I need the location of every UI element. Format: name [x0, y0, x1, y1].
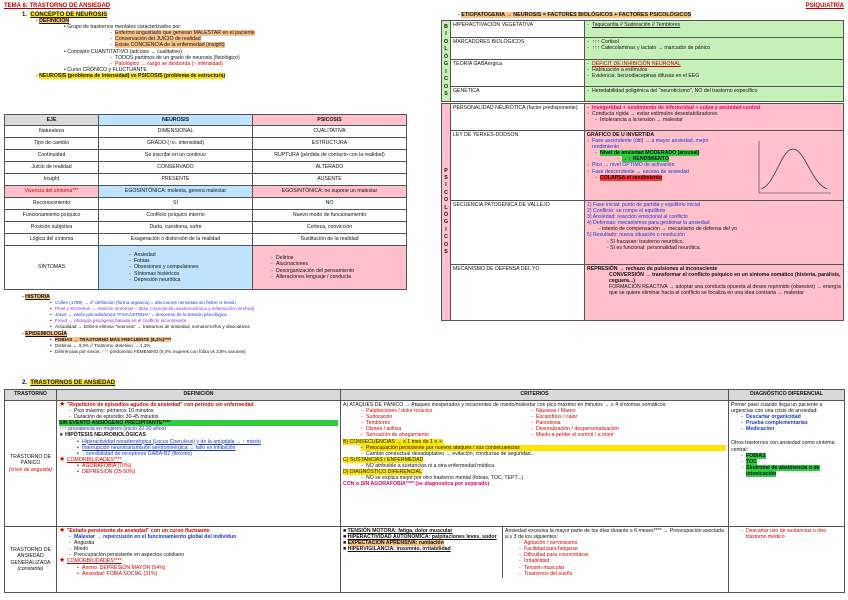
biologicos-vertical-label: B I O L Ó G I C O S: [442, 21, 451, 102]
table-row: LEY DE YERKES-DODSON GRÁFICO DE U INVERTIDA - Fase ascendente (útil) → a mayor ansiedad, mejor rendimiento - Nivel de ansiedad MODERADO (arousal) - → ↑ RENDIMIENTO - Pico → nivel ÓPTIMO de activación - Fase descendente → exceso de ansiedad - COLAPSA el rendimiento: [442, 131, 844, 201]
list-item: - NO se explica mejor por otro trastorno mental (fobias, TOC, TEPT...): [361, 475, 726, 481]
trastorno-sub: (crisis de angustia): [8, 466, 53, 473]
list-item: - Miedo: [69, 546, 338, 552]
list-item: • AGORAFOBIA (70%): [77, 463, 338, 469]
list-item: - → ↑ RENDIMIENTO: [617, 156, 737, 162]
epidemiologia-label: EPIDEMIOLOGÍA: [25, 331, 67, 338]
table-row: Reconocimiento SÍ NO: [5, 198, 407, 210]
section-title: CONCEPTO DE NEUROSIS: [30, 12, 108, 18]
yerkes-dodson-curve: [753, 139, 833, 197]
trastorno-name: TRASTORNO DE PÁNICO: [9, 454, 52, 467]
list-item: - Náuseas / Mareo: [531, 408, 619, 414]
bullet: -: [36, 18, 40, 25]
list-item: ■ TENSIÓN MOTORA: fatiga, dolor muscular: [343, 528, 453, 534]
list-item: • Ansiedad: FOBIA SOCIAL (31%): [77, 571, 338, 577]
definicion-intro: Grupo de trastornos mentales caracterizados por:: [67, 24, 182, 31]
list-item: - Miedo a perder el control / a morir: [531, 432, 619, 438]
list-item: - Delirios: [271, 255, 404, 261]
section-number: 2.: [22, 380, 28, 386]
list-item: - Tensión muscular: [519, 565, 726, 571]
table-header: TRASTORNO: [5, 390, 57, 401]
table-row: B I O L Ó G I C O S HIPERACTIVACIÓN VEGETATIVA - Taquicardia // Sudoración // Temblores: [442, 21, 844, 38]
list-item: - Evidencia: benzodiacepinas difusas en el EEG: [587, 73, 841, 79]
list-item: - Enfermo angustiado que generan MALESTAR en el paciente: [110, 30, 422, 36]
list-item: - Pico máximo: primeros 10 minutos: [69, 408, 338, 414]
list-item: - Nivel de ansiedad MODERADO (arousal): [595, 150, 737, 156]
table-row: TRASTORNO DE PÁNICO (crisis de angustia) ★ "Repetición de episodios agudos de ansiedad" con periodo sin enfermedad - Pico máximo: primeros 10 minutos - Duración de episodio: 30-45 minutos SIN EVENTO ANSIÓGENO PRECIPITANTE**** ↑↑↑ prevalencia en mujeres (inicio 20-30 años) ★ HIPÓTESIS NEUROBIOLÓGICAS • Hiperactividad noradrenérgica (Locus Coeruleus) y de la amígdala → ↑ miedo • Interrupción neurotransmisión serotoninérgica → fallo en inhibición • ↓ sensibilidad de receptores GABA-BZ (flexorio) ★ COMORBILIDADES**** • AGORAFOBIA (70%) • DEPRESIÓN (25-50%) A) ATAQUES DE PÁNICO → Ataques inesperados y recurrentes de miedo/malestar con pico máximo en minutos → ≥ 4 síntomas somáticos: - Palpitaciones / dolor torácico - Sudoración - Temblores - Disnea / asfixia - Sensación de ahogamiento - Náuseas / Mareo - Escalofríos / calor - Parestesia - Desrealización / despersonalización - Miedo a perder el control / a morir B) CONSECUENCIAS → ≥ 1 mes de 1 o +: - Preocupación persistente por nuevos ataques / sus consecuencias - Cambio conductual desadaptativo → evitación, conductas de seguridad... C) SUSTANCIAS / ENFERMEDAD - NO atribuible a sustancias ni a otra enfermedad médica D) DIAGNÓSTICO DIFERENCIAL - NO se explica mejor por otro trastorno mental (fobias, TOC, TEPT...) CON o SIN AGORAFOBIA**** (se diagnostica por separado) Primer paso cuando llega un paciente a urgencias con una crisis de ansiedad: - Descartar organicidad - Prueba complementarias - Medicación Otros trastornos con ansiedad como síntoma central: - FOBIAS - TOC - Síndrome de abstinencia o de intoxicación: [5, 401, 845, 527]
list-item: • Janet → visión psicodinámica "PSICASTENIA" = descenso de la tensión psicológica: [50, 312, 422, 318]
bullet: •: [64, 66, 68, 73]
list-item: - Síntomas histéricos: [129, 271, 250, 277]
list-item: - Patológico → rasgo se desborda (↑ intensidad): [110, 61, 422, 67]
list-item: - Temblores: [361, 420, 531, 426]
list-item: - Ansiedad: [129, 252, 250, 258]
list-item: - Disnea / asfixia: [361, 426, 531, 432]
list-item: REPRESIÓN → rechazo de pulsiones al inconsciente: [587, 266, 718, 272]
list-item: - Cambio conductual desadaptativo → evitación, conductas de seguridad...: [361, 451, 726, 457]
table-row: Lógica del síntoma Exageración o distorsión de la realidad Sustitución de la realidad: [5, 234, 407, 246]
star-icon: ★: [59, 432, 64, 439]
list-item: - Escalofríos / calor: [531, 414, 619, 420]
list-item: - Malestar → repercusión en el funcionamiento global del individuo: [69, 534, 338, 540]
list-item: FORMACIÓN REACTIVA → adoptar una conducta opuesta al deseo reprimido (obsesivo) → energía que se quiere eliminar hacia el conflicto se focaliza en una idea contraria → malestar: [609, 284, 841, 297]
list-item: • Hiperactividad noradrenérgica (Locus Coeruleus) y de la amígdala → ↑ miedo: [77, 439, 338, 445]
star-icon: ★: [59, 401, 66, 408]
list-item: ■ EXPECTACIÓN APRENSIVA: rumiación: [343, 540, 444, 547]
page-header-subject: PSIQUIATRÍA: [805, 3, 844, 9]
list-item: 5) Resultado: nueva situación o resolución: [587, 232, 685, 239]
table-row: TEORÍA GABAérgica - DÉFICIT DE INHIBICIÓN NEURONAL - Habituación a estímulos - Evidencia: benzodiacepinas difusas en el EEG: [442, 60, 844, 87]
psicologicos-vertical-label: P S I C O L Ó G I C O S: [442, 104, 451, 321]
etiopatogenia-psi-table: [441, 103, 844, 321]
list-item: - Obsesiones y compulsiones: [129, 264, 250, 270]
list-item: - ↑↑↑ Cortisol: [587, 39, 841, 45]
criterio-c: C) SUSTANCIAS / ENFERMEDAD: [343, 456, 424, 463]
list-item: - Irritabilidad: [519, 558, 726, 564]
list-item: - NO atribuible a sustancias ni a otra enfermedad médica: [361, 463, 726, 469]
section-trastornos-ansiedad: [22, 380, 115, 386]
table-row: Funcionamiento psíquico Conflicto psíquico interno Nuevo modo de funcionamiento: [5, 210, 407, 222]
list-item: CONVERSIÓN → transformar el conflicto psíquico en un síntoma somático (histeria, parálisis, ceguera...): [609, 272, 841, 285]
list-item: - Desorganización del pensamiento: [271, 268, 404, 274]
page-header-title: TEMA 8: TRASTORNO DE ANSIEDAD: [4, 3, 111, 9]
bullet: -: [458, 12, 462, 18]
dd-intro: Primer paso cuando llega un paciente a urgencias con una crisis de ansiedad:: [731, 402, 823, 415]
criterio-b: B) CONSECUENCIAS → ≥ 1 mes de 1 o +:: [343, 438, 444, 445]
list-item: - FOBIAS: [741, 453, 842, 459]
bullet: •: [64, 24, 68, 31]
criterio-e: CON o SIN AGORAFOBIA**** (se diagnostica por separado): [343, 481, 490, 488]
etiopatogenia-bio-table: [441, 20, 844, 102]
list-item: - Preocupación persistente en aspectos cotidiano: [69, 552, 338, 558]
table-row: P S I C O L Ó G I C O S PERSONALIDAD NEURÓTICA (factor predisponente) - Inseguridad + sentimiento de inferioridad + culpa y ansiedad central - Conducta rígida → evitar estímulos desestabilizadores - Intolerancia a la tensión → malestar: [442, 104, 844, 131]
bullet: -: [22, 331, 26, 338]
highlight-text: SIN EVENTO ANSIÓGENO PRECIPITANTE****: [59, 420, 338, 426]
list-item: - Existe CONCIENCIA de la enfermedad (insight): [110, 42, 422, 48]
etiopatogenia-title: - ETIOPATOGENIA → NEUROSIS = FACTORES BIOLÓGICOS + FACTORES PSICOLÓGICOS: [458, 12, 692, 18]
star-icon: ★: [59, 455, 66, 463]
list-item: - Depresión neurótica: [129, 277, 250, 283]
table-header: CRITERIOS: [341, 390, 729, 401]
table-row: MECANISMO DE DEFENSA DEL YO REPRESIÓN → rechazo de pulsiones al inconsciente CONVERSIÓN → transformar el conflicto psíquico en un síntoma somático (histeria, parálisis, ceguera...) FORMACIÓN REACTIVA → adoptar una conducta opuesta al deseo reprimido (obsesivo) → energía que se quiere eliminar hacia el conflicto se focaliza en una idea contraria → malestar: [442, 265, 844, 321]
criterio-duracion: Ansiedad excesiva la mayor parte de los días durante ≥ 6 meses**** → Preocupación asociada a ≥ 3 de los siguientes:: [505, 528, 724, 541]
list-item: - Dificultad para concentrarse: [519, 552, 726, 558]
list-item: - Sí fracasan: trastorno neurótico.: [607, 238, 684, 245]
list-item: - intento de compensación → mecanismo de defensa del yo: [599, 226, 737, 233]
star-icon: ★: [59, 557, 66, 565]
list-item: • DEPRESIÓN (25-50%): [77, 469, 338, 475]
criterio-d: D) DIAGNÓSTICO DIFERENCIAL: [343, 469, 422, 476]
list-item: • FOBIAS → TRASTORNO MÁS FRECUENTE (8,2%)****: [50, 337, 422, 343]
table-row: GENÉTICA - Heredabilidad poligénica del "neuroticismo", NO del trastorno específico: [442, 87, 844, 102]
list-item: - TODOS partimos de un grado de neurosis (fisiológico): [110, 55, 422, 61]
yerkes-title: GRÁFICO DE U INVERTIDA: [587, 132, 655, 138]
bullet: -: [22, 294, 26, 300]
list-item: - Preocupación persistente por nuevos ataques / sus consecuencias: [361, 445, 726, 451]
table-row: TRASTORNO DE ANSIEDAD GENERALIZADA (constante) ★ "Estado persistente de ansiedad" con un curso fluctuante - Malestar → repercusión en el funcionamiento global del individuo - Angustia - Miedo - Preocupación persistente en aspectos cotidiano ★ COMORBILIDADES**** • Ánimo: DEPRESIÓN MAYOR (54%) • Ansiedad: FOBIA SOCIAL (31%) ■ TENSIÓN MOTORA: fatiga, dolor muscular ■ HIPERACTIVIDAD AUTONÓMICA: palpitaciones leves, sudor ■ EXPECTACIÓN APRENSIVA: rumiación ■ HIPERVIGILANCIA: insomnio, irritabilidad Ansiedad excesiva la mayor parte de los días durante ≥ 6 meses**** → Preocupación asociada a ≥ 3 de los siguientes: - Agitación / nerviosismo - Facilidad para fatigarse - Dificultad para concentrarse - Irritabilidad - Tensión muscular - Trastornos del sueño - Descartar uso de sustancias u otro trastorno médico: [5, 527, 845, 593]
list-item: ■ HIPERACTIVIDAD AUTONÓMICA: palpitaciones leves, sudor: [343, 534, 497, 541]
list-item: - Medicación: [741, 426, 842, 432]
list-item: - Prueba complementarias: [741, 420, 842, 426]
table-header: DIAGNÓSTICO DIFERENCIAL: [729, 390, 845, 401]
list-item: - Inseguridad + sentimiento de inferioridad + culpa y ansiedad central: [587, 105, 841, 111]
list-item: - Trastornos del sueño: [519, 571, 726, 577]
list-item: - Heredabilidad poligénica del "neuroticismo", NO del trastorno específico: [587, 88, 841, 94]
table-row: Continuidad Se inscribe en un continuo RUPTURA (pérdida de contacto con la realidad): [5, 150, 407, 162]
definicion-label: DEFINICIÓN: [39, 18, 70, 25]
table-row: Vivencia del síntoma*** EGOSINTÓNICA: molesta, genera malestar EGOSINTÓNICA: no supone un malestar: [5, 186, 407, 198]
list-item: - Sensación de ahogamiento: [361, 432, 531, 438]
trastorno-sub: (constante): [17, 565, 44, 572]
list-item: - Síndrome de abstinencia o de intoxicación: [741, 465, 842, 477]
list-item: - Conducta rígida → evitar estímulos desestabilizadores: [587, 111, 841, 117]
list-item: 2) Conflicto: se rompe el equilibrio: [587, 208, 666, 215]
table-row: Naturaleza DIMENSIONAL CUALITATIVA: [5, 126, 407, 138]
list-item: - Sudoración: [361, 414, 531, 420]
list-item: • Cullen (1769) → 1º definición (forma orgánica) = afecciones nerviosas sin fiebre ni lesión: [50, 300, 422, 306]
list-item: - Conservación del JUICIO de realidad: [110, 36, 422, 42]
list-item: ■ HIPERVIGILANCIA: insomnio, irritabilidad: [343, 546, 451, 553]
list-item: - Facilidad para fatigarse: [519, 546, 726, 552]
list-item: - Duración de episodio: 30-45 minutos: [69, 414, 338, 420]
list-item: - Taquicardia // Sudoración // Temblores: [587, 22, 841, 28]
highlight-text: ↑↑↑ prevalencia en mujeres (inicio 20-30 años): [59, 426, 166, 433]
list-item: - ↑↑↑ Catecolaminas y lactato → marcador de pánico: [587, 45, 841, 51]
list-item: • Diferencias por sexos: ↑↑↑ predominio FEMENINO (8,4% mujeres con fobia vs 3,8% varones): [50, 349, 422, 355]
trastorno-name: TRASTORNO DE ANSIEDAD GENERALIZADA: [9, 547, 52, 566]
table-row: Insight PRESENTE AUSENTE: [5, 174, 407, 186]
list-item: - Intolerancia a la tensión → malestar: [595, 117, 841, 123]
table-header: EJE: [5, 115, 99, 126]
section-historia: [22, 294, 422, 355]
list-item: - Agitación / nerviosismo: [519, 540, 726, 546]
list-item: - Descartar uso de sustancias u otro trastorno médico: [741, 528, 842, 540]
list-item: 4) Defensas: mecanismos para gestionar la ansiedad: [587, 220, 710, 227]
list-item: 1) Fase inicial: punto de partida y equilibrio inicial: [587, 202, 701, 208]
bullet: -: [36, 72, 40, 79]
list-item: • Ánimo: DEPRESIÓN MAYOR (54%): [77, 565, 338, 571]
list-item: - TOC: [741, 459, 842, 465]
table-header: NEUROSIS: [99, 115, 253, 126]
list-item: - Parestesia: [531, 420, 619, 426]
concepto-text: Concepto CUANTITATIVO (adcosis → cualitativo): [67, 48, 182, 55]
list-item: - Pico → nivel ÓPTIMO de activación: [587, 162, 737, 168]
list-item: - Alteraciones lenguaje / conducta: [271, 274, 404, 280]
bullet: •: [64, 48, 68, 55]
table-row: Posición subjetiva Duda, cuestiona, sufre Certeza, convicción: [5, 222, 407, 234]
list-item: • ↓ sensibilidad de receptores GABA-BZ (flexorio): [77, 451, 338, 457]
table-header: DEFINICIÓN: [57, 390, 341, 401]
dd-intro: Otros trastornos con ansiedad como síntoma central:: [731, 440, 835, 453]
table-row: SECUENCIA PATOGÉNICA DE VALLEJO 1) Fase inicial: punto de partida y equilibrio inicial 2) Conflicto: se rompe el equilibrio 3) Ansiedad: reacción emocional al conflicto 4) Defensas: mecanismos para gestionar la ansiedad - intento de compensación → mecanismo de defensa del yo 5) Resultado: nueva situación o resolución - Sí fracasan: trastorno neurótico. - Sí es funcional: personalidad neurótica.: [442, 201, 844, 265]
list-item: - Descartar organicidad: [741, 414, 842, 420]
neurosis-vs-psicosis: NEUROSIS (problema de intensidad) vs PSICOSIS (problema de estructura): [39, 72, 226, 79]
list-item: - Angustia: [69, 540, 338, 546]
section-title: TRASTORNOS DE ANSIEDAD: [30, 380, 116, 386]
list-item: - Fase ascendente (útil) → a mayor ansiedad, mejor rendimiento: [587, 138, 737, 150]
list-item: • Actualidad → DSM-5 elimina "neurosis" → trastornos de ansiedad, somatomorfos y disociativos: [50, 324, 422, 330]
table-row: Tipo de cambio GRADO (↑o↓ intensidad) ESTRUCTURA: [5, 138, 407, 150]
table-row: Juicio de realidad CONSERVADO ALTERADO: [5, 162, 407, 174]
list-item: • Pinel y Schönlein → relación síntomas – dolor (concepción anatomoclínica y inflamación cerebral): [50, 306, 422, 312]
list-item: - COLAPSA el rendimiento: [595, 175, 737, 181]
list-item: - DÉFICIT DE INHIBICIÓN NEURONAL: [587, 61, 841, 67]
table-header: PSICOSIS: [253, 115, 407, 126]
trastornos-table: [4, 389, 845, 593]
list-item: • Freud → etiología psicógena basada en el conflicto inconsciente: [50, 318, 422, 324]
list-item: - Alucinaciones: [271, 261, 404, 267]
list-item: - Palpitaciones / dolor torácico: [361, 408, 531, 414]
section-concepto: [22, 12, 422, 79]
list-item: - Fobias: [129, 258, 250, 264]
curso-text: Curso CRÓNICO y FLUCTUANTE: [67, 66, 147, 73]
list-item: - Sí es funcional: personalidad neurótica.: [607, 244, 702, 251]
section-number: 1.: [22, 12, 28, 18]
list-item: 3) Ansiedad: reacción emocional al conflicto: [587, 214, 688, 221]
table-row: SÍNTOMAS - Ansiedad - Fobias - Obsesiones y compulsiones - Síntomas histéricos - Depresión neurótica - Delirios - Alucinaciones - Desorganización del pensamiento - Alteraciones lenguaje / conducta: [5, 246, 407, 290]
historia-label: HISTORIA: [25, 294, 50, 300]
list-item: • Interrupción neurotransmisión serotoninérgica → fallo en inhibición: [77, 445, 338, 451]
criterio-a: A) ATAQUES DE PÁNICO → Ataques inesperados y recurrentes de miedo/malestar con pico máximo en minutos → ≥ 4 síntomas somáticos:: [343, 402, 667, 408]
list-item: • Distimia → 3,3% // Trastorno obsesivo → 1,3%: [50, 343, 422, 349]
list-item: - Habituación a estímulos: [587, 67, 841, 73]
table-row: MARCADORES BIOLÓGICOS - ↑↑↑ Cortisol - ↑↑↑ Catecolaminas y lactato → marcador de pánico: [442, 38, 844, 60]
neurosis-psicosis-table: [4, 114, 407, 290]
list-item: - Fase descendente → exceso de ansiedad: [587, 169, 737, 175]
star-icon: ★: [59, 527, 66, 534]
list-item: - Desrealización / despersonalización: [531, 426, 619, 432]
